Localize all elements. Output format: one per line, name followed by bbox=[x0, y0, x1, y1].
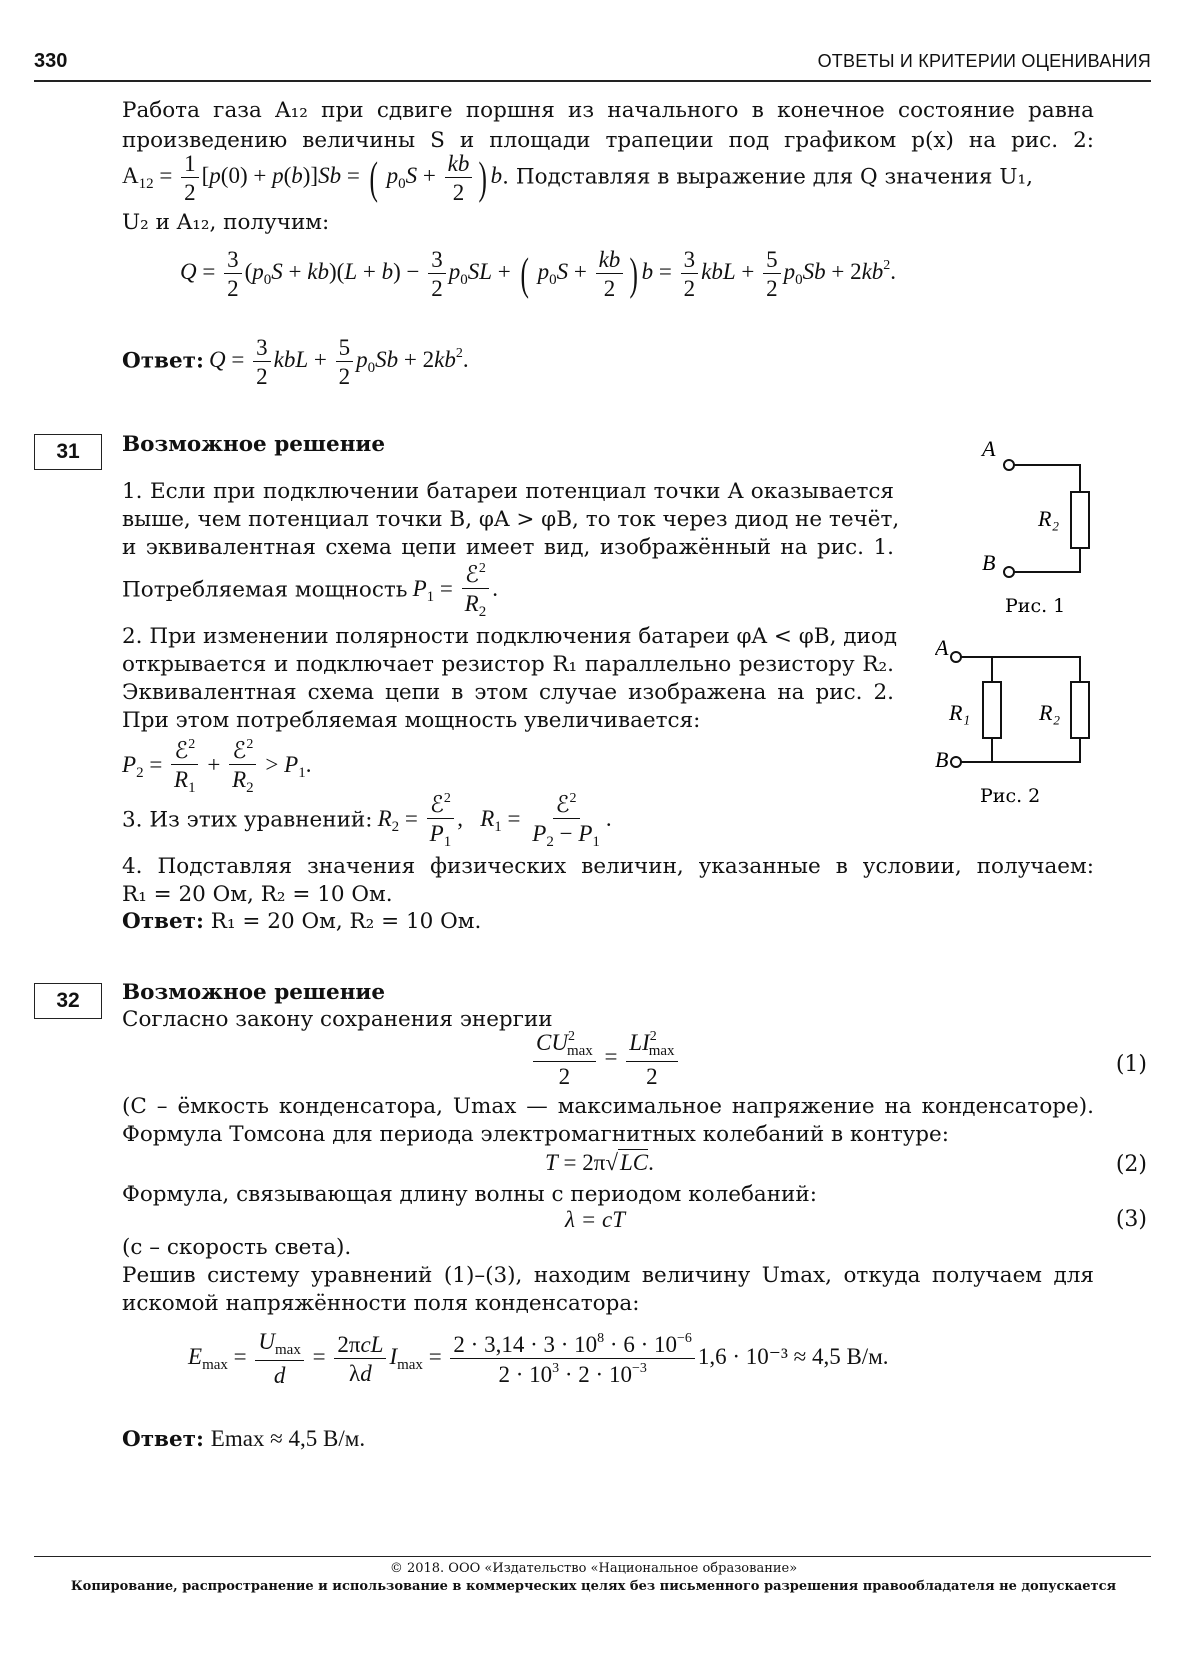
task-31-step1-line: и эквивалентная схема цепи имеет вид, изображённый на рис. 1. bbox=[122, 535, 894, 560]
footer-copyright: © 2018. ООО «Издательство «Национальное образование» bbox=[389, 1561, 798, 1576]
task-31-power-p1: Потребляемая мощность $P_1$ = $\frac{ℰ^2}{R_2}$ . bbox=[122, 561, 498, 620]
task-31-step1-line: 1. Если при подключении батареи потенциал точки A оказывается bbox=[122, 479, 894, 504]
task-31-step3: 3. Из этих уравнений: $R_2$ = $\frac{ℰ^2}{P_1}$ , $R_1$ = $\frac{ℰ^2}{P_2 - P_1}$ . bbox=[122, 791, 612, 850]
fig2-r1-label: R₁ bbox=[949, 700, 971, 725]
footer-notice: Копирование, распространение и использование в коммерческих целях без письменного разрешения правообладателя не допускается bbox=[70, 1579, 1117, 1594]
fig2-caption: Рис. 2 bbox=[980, 785, 1041, 807]
intro-line-3-text: . Подставляя в выражение для Q значения U₁, bbox=[502, 164, 1033, 190]
task-32-heading: Возможное решение bbox=[122, 980, 386, 1005]
fig1-point-b: B bbox=[982, 550, 996, 575]
fig2-point-b: B bbox=[935, 747, 949, 772]
header-divider bbox=[34, 80, 1151, 82]
fig2-resistor-r2 bbox=[1071, 682, 1089, 738]
task-32-answer: Ответ: Emax ≈ 4,5 В/м. bbox=[122, 1426, 366, 1452]
intro-line-4: U₂ и A₁₂, получим: bbox=[122, 210, 330, 235]
task-32-solve-line-1: Решив систему уравнений (1)–(3), находим величину Umax, откуда получаем для bbox=[122, 1263, 1094, 1288]
figure-2-circuit bbox=[935, 630, 1115, 810]
heat-formula: Q = $\frac{3}{2}$ $(p_0S + kb)(L + b)$ − $\frac{3}{2}$ $p_0SL$ + ( $p_0S$ + $\frac{kb}{2}$ ) b = $\frac{3}{2}$ kbL + $\frac{5}{2}$ $p_0Sb + 2kb^2$. bbox=[180, 247, 897, 301]
intro-line-2: произведению величины S и площади трапеции под графиком p(x) на рис. 2: bbox=[122, 128, 1094, 153]
equation-2: T = 2π√LC. bbox=[545, 1150, 654, 1175]
equation-1: $\frac{CU^2_{max}}{2}$ = $\frac{LI^2_{max}}{2}$ bbox=[530, 1030, 681, 1088]
task-31-step2-line: Эквивалентная схема цепи в этом случае изображена на рис. 2. bbox=[122, 680, 894, 705]
task-31-step2-line: При этом потребляемая мощность увеличивается: bbox=[122, 708, 701, 733]
task-31-step2-line: 2. При изменении полярности подключения батареи φA < φB, диод bbox=[122, 624, 898, 649]
task-32-solve-line-2: искомой напряжённости поля конденсатора: bbox=[122, 1291, 640, 1316]
task-32-energy-line: Согласно закону сохранения энергии bbox=[122, 1007, 553, 1032]
fig2-r2-label: R₂ bbox=[1039, 700, 1061, 725]
fig1-caption: Рис. 1 bbox=[1005, 595, 1066, 617]
page-number: 330 bbox=[34, 50, 68, 72]
task-31-number: 31 bbox=[34, 434, 102, 470]
task-31-answer: Ответ: R₁ = 20 Ом, R₂ = 10 Ом. bbox=[122, 909, 482, 934]
equation-2-number: (2) bbox=[1115, 1152, 1147, 1177]
task-32-note-3: (c – скорость света). bbox=[122, 1235, 352, 1260]
equation-1-number: (1) bbox=[1115, 1052, 1147, 1077]
fig1-point-a: A bbox=[982, 436, 996, 461]
equation-3: λ = cT bbox=[565, 1207, 625, 1232]
footer-divider bbox=[34, 1556, 1151, 1557]
field-strength-formula: $E_{max}$ = $\frac{U_{max}}{d}$ = $\frac{\text{2πcL}}{\lambda d}$ $I_{max}$ = $\frac{2 \cdot 3,14 \cdot 3 \cdot 10^8 \cdot 6 \cdot 10^{-6}}{2 \cdot 10^3 \cdot 2 \cdot 10^{-3}}$ 1,6 · 10⁻³ ≈ 4,5 В/м. bbox=[188, 1329, 889, 1388]
figure-1-circuit bbox=[960, 430, 1110, 630]
task-31-heading: Возможное решение bbox=[122, 432, 386, 457]
fig1-resistor-label: R₂ bbox=[1038, 506, 1060, 531]
intro-work-formula: $A_{12}$ = $\frac{1}{2}$ [p(0) + p(b)]Sb = ( $p_0S$ + $\frac{kb}{2}$ ) b. Подставляя в выражение для Q значения U₁, bbox=[122, 151, 1033, 205]
equation-3-number: (3) bbox=[1115, 1207, 1147, 1232]
task-31-step1-line: выше, чем потенциал точки B, φA > φB, то ток через диод не течёт, bbox=[122, 507, 900, 532]
fig2-point-a: A bbox=[935, 635, 949, 660]
intro-line-1: Работа газа A₁₂ при сдвиге поршня из начального в конечное состояние равна bbox=[122, 98, 1094, 123]
task-31-power-p2: $P_2$ = $\frac{ℰ^2}{R_1}$ + $\frac{ℰ^2}{R_2}$ > $P_1$. bbox=[122, 737, 312, 796]
task-31-step4-line-1: 4. Подставляя значения физических величин, указанные в условии, получаем: bbox=[122, 854, 1094, 879]
fig1-resistor bbox=[1071, 492, 1089, 548]
task-32-thomson-line: Формула Томсона для периода электромагнитных колебаний в контуре: bbox=[122, 1122, 949, 1147]
task-32-wave-line: Формула, связывающая длину волны с периодом колебаний: bbox=[122, 1182, 817, 1207]
task-32-number: 32 bbox=[34, 983, 102, 1019]
section-title: ОТВЕТЫ И КРИТЕРИИ ОЦЕНИВАНИЯ bbox=[817, 51, 1151, 71]
field-strength-result: 1,6 · 10⁻³ ≈ 4,5 В/м. bbox=[697, 1343, 889, 1369]
task-31-step4-line-2: R₁ = 20 Ом, R₂ = 10 Ом. bbox=[122, 882, 393, 907]
fig2-resistor-r1 bbox=[983, 682, 1001, 738]
task-32-note-1: (C – ёмкость конденсатора, Umax — максимальное напряжение на конденсаторе). bbox=[122, 1094, 1094, 1119]
intro-answer: Ответ: Q = $\frac{3}{2}$ kbL + $\frac{5}{2}$ $p_0Sb + 2kb^2$. bbox=[122, 335, 469, 389]
task-31-step2-line: открывается и подключает резистор R₁ параллельно резистору R₂. bbox=[122, 652, 894, 677]
